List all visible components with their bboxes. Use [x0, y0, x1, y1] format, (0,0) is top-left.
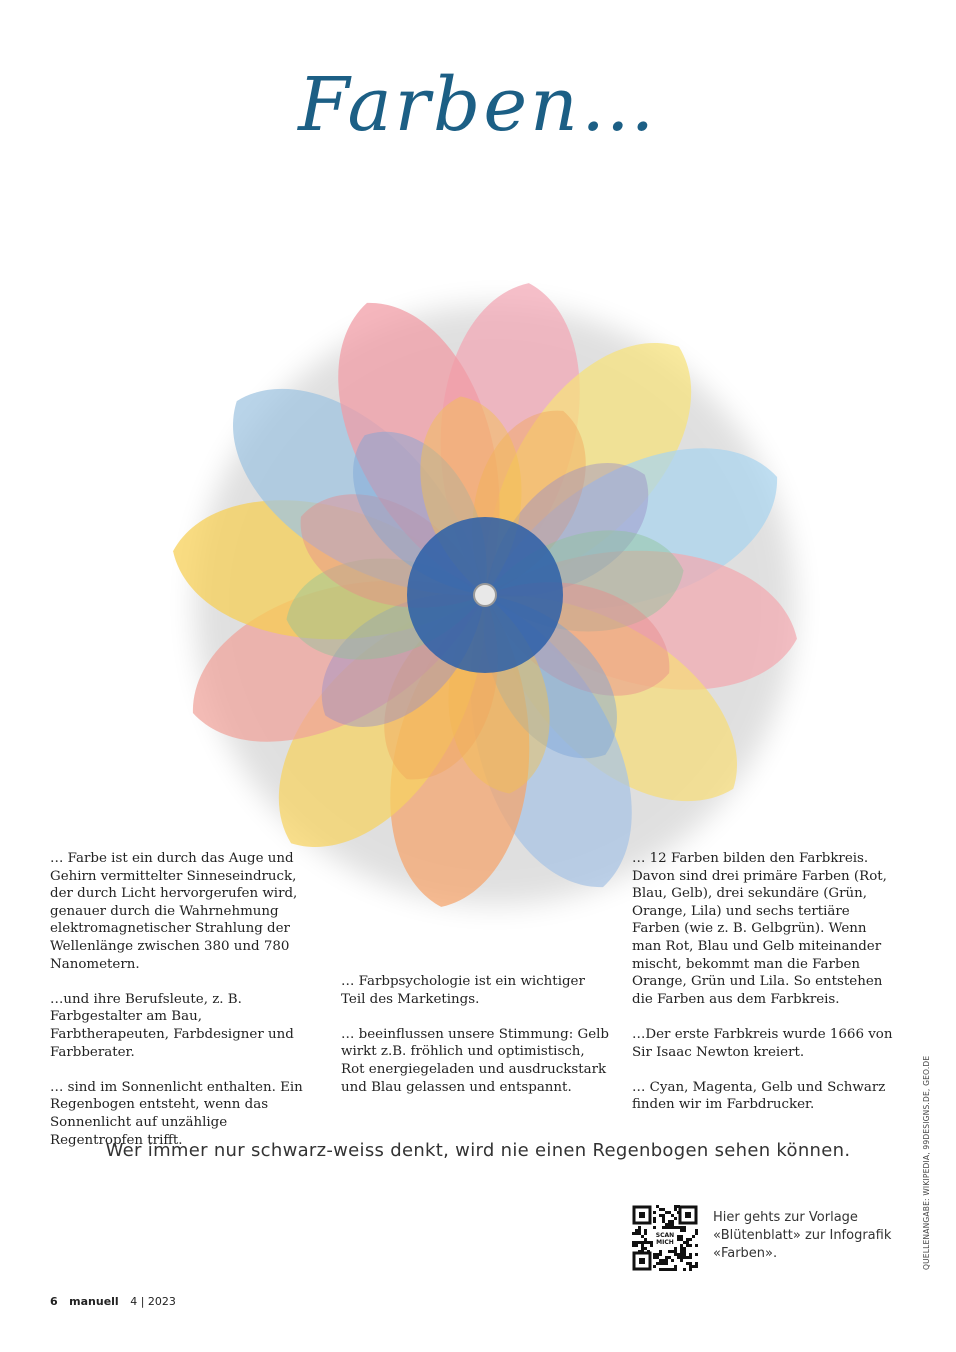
qr-caption: Hier gehts zur Vorlage «Blütenblatt» zur Infografik «Farben». — [713, 1210, 892, 1261]
paragraph: … 12 Farben bilden den Farbkreis. Davon sind drei primäre Farben (Rot, Blau, Gelb), drei sekundäre (Grün, Orange, Lila) und sechs tertiäre Farben (wie z. B. Gelbgrün). Wenn man Rot, Blau und Gelb miteinander mischt, bekommt man die Farben Orange, Grün und Lila. So entstehen die Farben aus dem Farbkreis. — [632, 851, 887, 1007]
paragraph: … sind im Sonnenlicht enthalten. Ein Regenbogen entsteht, wenn das Sonnenlicht auf unzählige Regentropfen trifft. — [50, 1079, 303, 1148]
text-column-3 — [632, 850, 900, 1132]
magazine-name: manuell — [69, 1295, 119, 1308]
page-footer — [50, 1295, 184, 1308]
quote: Wer immer nur schwarz-weiss denkt, wird nie einen Regenbogen sehen können. — [105, 1140, 851, 1161]
page-number: 6 — [50, 1295, 58, 1308]
paragraph: … Farbpsychologie ist ein wichtiger Teil des Marketings. — [341, 974, 585, 1007]
page-title: Farben… — [298, 62, 658, 148]
qr-code-icon[interactable] — [632, 1205, 698, 1271]
issue-number: 4 | 2023 — [130, 1295, 176, 1308]
color-wheel-flower-image — [120, 215, 840, 935]
paragraph: … Cyan, Magenta, Gelb und Schwarz finden wir im Farbdrucker. — [632, 1079, 886, 1113]
qr-scan-label: SCAN — [655, 1232, 675, 1239]
source-credit: QUELLENANGABE: WIKIPEDIA, 99DESIGNS.DE, GEO.DE — [922, 1055, 931, 1270]
paragraph: … beeinflussen unsere Stimmung: Gelb wirkt z.B. fröhlich und optimistisch, Rot energiegeladen und ausdruckstark und Blau gelassen und entspannt. — [341, 1026, 610, 1095]
flower-pin — [474, 584, 496, 606]
paragraph: …Der erste Farbkreis wurde 1666 von Sir Isaac Newton kreiert. — [632, 1026, 893, 1060]
text-column-1 — [50, 850, 312, 1167]
text-column-2 — [341, 973, 611, 1114]
qr-mich-label: MICH — [656, 1239, 674, 1246]
paragraph: …und ihre Berufsleute, z. B. Farbgestalter am Bau, Farbtherapeuten, Farbdesigner und Farbberater. — [50, 991, 294, 1060]
paragraph: … Farbe ist ein durch das Auge und Gehirn vermittelter Sinneseindruck, der durch Licht hervorgerufen wird, genauer durch die Wahrnehmung elektromagnetischer Strahlung der Wellenlänge zwischen 380 und 780 Nanometern. — [50, 851, 298, 972]
